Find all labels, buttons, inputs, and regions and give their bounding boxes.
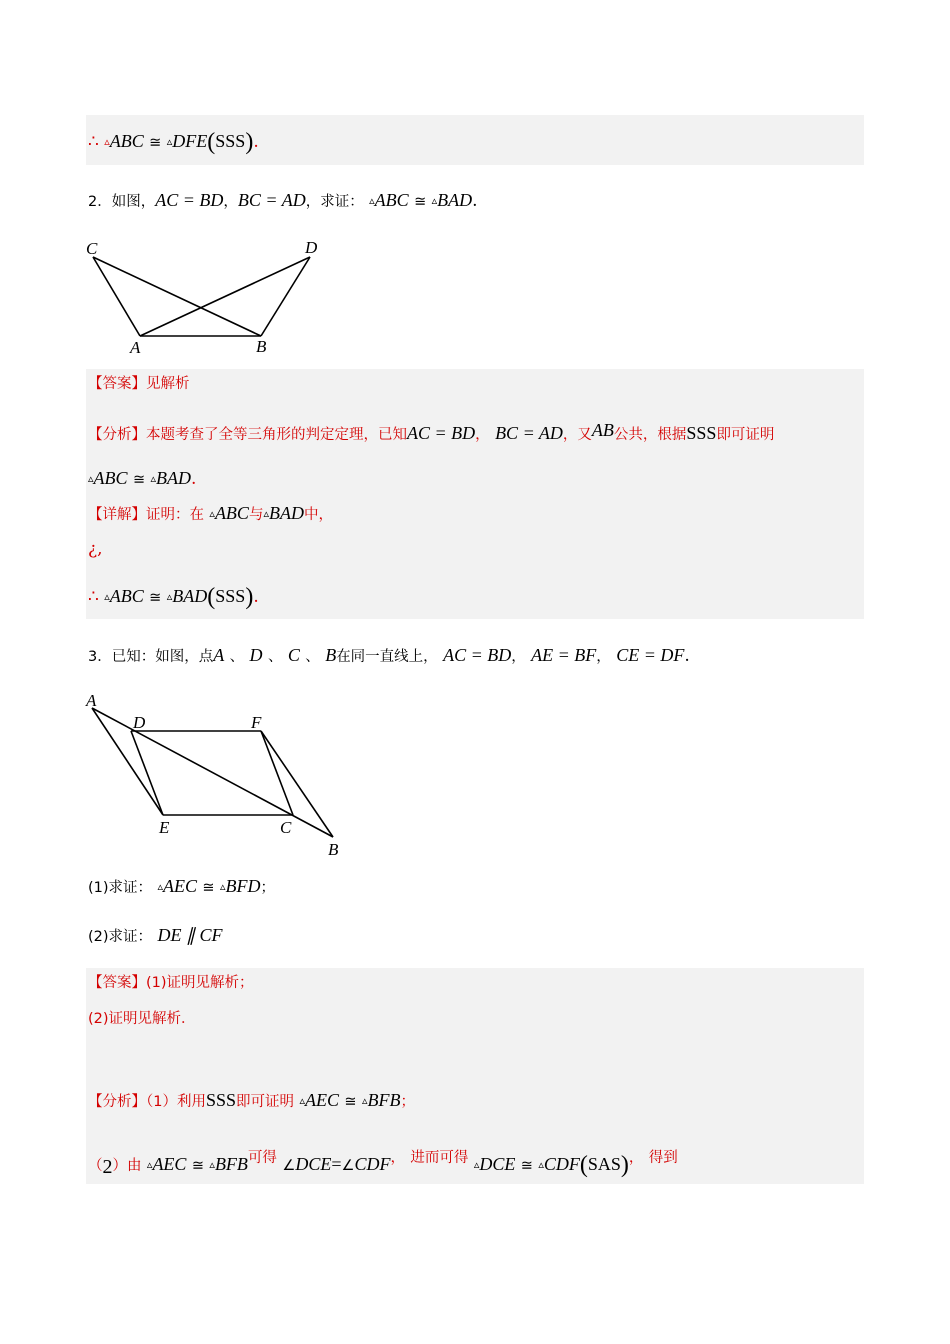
congruent-symbol: ≅ — [414, 194, 427, 210]
paren: （ — [88, 1158, 103, 1174]
triangle-symbol: ▵ — [150, 472, 157, 485]
method-label: SSS — [215, 586, 246, 606]
method-label: SAS — [587, 1154, 621, 1174]
separator: ； — [260, 880, 275, 896]
analysis-line-1 — [88, 418, 774, 447]
paren: ( — [207, 584, 216, 610]
question-number: 2． — [88, 194, 112, 210]
period: . — [253, 587, 259, 607]
sub-question-label: (2)求证： — [88, 929, 153, 945]
triangle-symbol: ▵ — [209, 1158, 215, 1171]
label-d: D — [305, 238, 318, 257]
question-3 — [88, 643, 690, 669]
triangle-name: ABC — [109, 131, 144, 151]
triangle-symbol: ▵ — [166, 135, 173, 148]
point-name: A — [213, 645, 225, 665]
detail-line — [88, 501, 333, 527]
triangle-name: AEC — [152, 1154, 187, 1174]
sub-question-2 — [88, 923, 222, 949]
answer-tag: 【答案】 — [88, 376, 146, 392]
analysis-line-q3-2 — [88, 1146, 678, 1179]
answer-text: (2)证明见解析． — [88, 1011, 196, 1027]
congruent-symbol: ≅ — [132, 472, 146, 488]
condition: CE = DF — [616, 645, 685, 665]
triangle-name: BFD — [225, 876, 261, 896]
separator: ， — [390, 1150, 405, 1166]
triangle-symbol: ▵ — [88, 472, 94, 485]
label-b: B — [328, 840, 339, 859]
analysis-line-q3-1 — [88, 1088, 415, 1114]
triangle-name: CDF — [543, 1154, 580, 1174]
triangle-symbol: ▵ — [263, 507, 269, 520]
answer-text: 见解析 — [146, 376, 190, 392]
analysis-text: ）由 — [112, 1158, 142, 1174]
method-label: SSS — [686, 423, 717, 443]
equals: = — [331, 1154, 342, 1174]
analysis-tag: 【分析】 — [88, 427, 146, 443]
garbled-line — [88, 537, 103, 561]
triangle-symbol: ▵ — [166, 590, 173, 603]
label-c: C — [86, 239, 98, 258]
congruent-symbol: ≅ — [344, 1094, 357, 1110]
point-name: B — [325, 645, 337, 665]
separator: ， — [596, 649, 611, 665]
analysis-text: 可得 — [247, 1150, 277, 1166]
triangle-name: AEC — [304, 1090, 339, 1110]
answer-line-q3 — [88, 970, 254, 995]
triangle-name: ABC — [93, 468, 128, 488]
analysis-text: 进而可得 — [410, 1150, 469, 1166]
angle-symbol: ∠ — [341, 1158, 355, 1174]
triangle-symbol: ▵ — [361, 1094, 368, 1107]
separator: 、 — [305, 649, 320, 665]
parallel-expression: DE ∥ CF — [157, 925, 223, 945]
analysis-text: 即可证明 — [236, 1094, 295, 1110]
period: . — [191, 469, 197, 489]
analysis-tag: 【分析】 — [88, 1094, 146, 1110]
question-text: 已知：如图，点 — [111, 649, 214, 665]
separator: ， — [475, 427, 490, 443]
triangle-name: BFB — [367, 1090, 401, 1110]
garbled-text: ¿, — [88, 539, 103, 559]
label-d: D — [133, 713, 146, 732]
separator: 、 — [267, 649, 283, 665]
question-number: 3． — [88, 649, 112, 665]
paren: ( — [579, 1152, 588, 1178]
triangle-name: BAD — [268, 503, 304, 523]
triangle-symbol: ▵ — [209, 507, 215, 520]
question-2 — [88, 188, 478, 214]
triangle-symbol: ▵ — [538, 1158, 544, 1171]
question-text: 在同一直线上， — [336, 649, 438, 665]
triangle-name: BAD — [437, 190, 473, 210]
figure-q3 — [80, 688, 360, 863]
separator: ， — [223, 194, 238, 210]
analysis-text: 公共，根据 — [613, 427, 687, 443]
congruent-symbol: ≅ — [149, 590, 162, 606]
condition: AC = BD — [443, 645, 512, 665]
angle-name: DCE — [295, 1154, 332, 1174]
label-c: C — [280, 818, 292, 837]
conclusion-line — [88, 129, 259, 155]
paren: ) — [620, 1152, 629, 1178]
condition: AC = BD — [407, 423, 476, 443]
paren: ( — [207, 129, 216, 155]
figure-q2 — [80, 235, 340, 360]
paren: ) — [245, 584, 254, 610]
triangle-symbol: ▵ — [104, 135, 110, 148]
period: . — [253, 132, 259, 152]
separator: ， — [511, 649, 526, 665]
separator: ， — [628, 1150, 644, 1166]
label-f: F — [251, 713, 262, 732]
triangle-name: BAD — [172, 586, 208, 606]
sub-question-label: (1)求证： — [88, 880, 153, 896]
triangle-symbol: ▵ — [146, 1158, 153, 1171]
period: . — [472, 191, 478, 211]
congruent-symbol: ≅ — [520, 1158, 533, 1174]
label-a: A — [130, 338, 141, 357]
congruent-symbol: ≅ — [149, 135, 162, 151]
triangle-name: ABC — [214, 503, 249, 523]
triangle-name: ABC — [109, 586, 144, 606]
point-name: D — [249, 645, 263, 665]
congruent-symbol: ≅ — [202, 880, 215, 896]
therefore-symbol: ∴ — [88, 587, 99, 607]
answer-tag: 【答案】 — [88, 975, 146, 991]
angle-symbol: ∠ — [282, 1158, 296, 1174]
point-name: C — [287, 645, 300, 665]
triangle-symbol: ▵ — [369, 194, 375, 207]
separator: 、 — [229, 649, 245, 665]
paren: ) — [245, 129, 254, 155]
method-label: SSS — [205, 1090, 237, 1110]
detail-text: 中， — [303, 507, 333, 523]
analysis-text: 得到 — [648, 1150, 678, 1166]
solution-block-q2 — [86, 369, 864, 619]
analysis-text: 即可证明 — [716, 427, 775, 443]
analysis-text: （1）利用 — [146, 1094, 206, 1110]
step-number: 2 — [102, 1156, 113, 1178]
congruent-symbol: ≅ — [191, 1158, 204, 1174]
detail-text: 证明：在 — [146, 507, 204, 523]
triangle-name: DFE — [172, 131, 208, 151]
analysis-text: 本题考查了全等三角形的判定定理，已知 — [146, 427, 407, 443]
condition: BC = AD — [237, 190, 306, 210]
triangle-name: BFB — [214, 1154, 248, 1174]
question-text: 如图， — [111, 194, 156, 210]
triangle-symbol: ▵ — [473, 1158, 480, 1171]
answer-text: (1)证明见解析； — [146, 975, 254, 991]
therefore-symbol: ∴ — [88, 132, 99, 152]
period: . — [684, 646, 690, 666]
triangle-symbol: ▵ — [157, 880, 163, 893]
condition: BC = AD — [495, 423, 563, 443]
triangle-name: AEC — [162, 876, 197, 896]
analysis-text: ，又 — [562, 427, 592, 443]
sub-question-1 — [88, 874, 275, 900]
triangle-symbol: ▵ — [431, 194, 438, 207]
triangle-symbol: ▵ — [219, 880, 226, 893]
condition: AC = BD — [155, 190, 224, 210]
label-b: B — [256, 337, 267, 356]
triangle-name: BAD — [156, 468, 192, 488]
separator: ； — [400, 1094, 415, 1110]
detail-text: 与 — [248, 507, 264, 523]
triangle-name: ABC — [374, 190, 409, 210]
condition: AE = BF — [531, 645, 597, 665]
method-label: SSS — [215, 131, 246, 151]
answer-line — [88, 371, 190, 396]
triangle-symbol: ▵ — [104, 590, 110, 603]
label-a: A — [86, 691, 97, 710]
detail-tag: 【详解】 — [88, 507, 146, 523]
angle-name: CDF — [354, 1154, 391, 1174]
triangle-name: DCE — [479, 1154, 516, 1174]
label-e: E — [159, 818, 170, 837]
segment-name: AB — [591, 420, 614, 440]
analysis-line-2 — [88, 466, 196, 492]
conclusion-line-q2 — [88, 584, 259, 610]
question-text: ，求证： — [305, 194, 364, 210]
answer-line-q3-2 — [88, 1006, 196, 1031]
triangle-symbol: ▵ — [299, 1094, 305, 1107]
